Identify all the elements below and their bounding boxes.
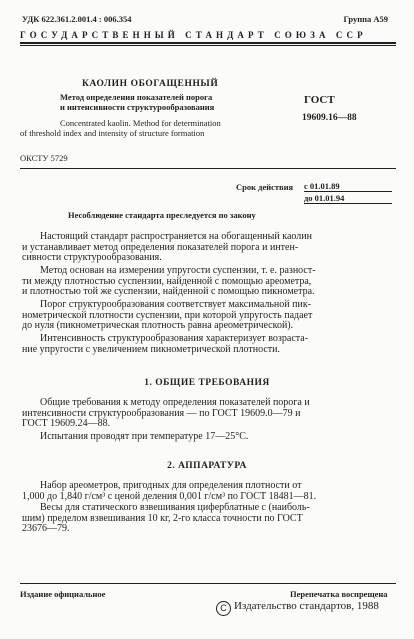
- validity-to-underline: [304, 203, 392, 204]
- reprint-prohibited-label: Перепечатка воспрещена: [290, 589, 388, 599]
- header-rule-thin: [20, 45, 396, 46]
- text-line: ние упругости с увеличением пикнометрической плотности.: [22, 343, 280, 355]
- state-standard-header: ГОСУДАРСТВЕННЫЙ СТАНДАРТ СОЮЗА ССР: [20, 30, 367, 40]
- text-line: Настоящий стандарт распространяется на обогащенный каолин: [40, 231, 312, 242]
- text-line: Набор ареометров, пригодных для определения плотности от: [40, 480, 302, 491]
- okstu-code: ОКСТУ 5729: [20, 153, 68, 163]
- text-line: Порог структурообразования соответствует максимальной пик-: [40, 299, 312, 310]
- document-title: КАОЛИН ОБОГАЩЕННЫЙ: [82, 79, 219, 89]
- intro-paragraph-1: [22, 232, 394, 264]
- text-line: шим) пределом взвешивания 10 кг, 2-го класса точности по ГОСТ: [22, 512, 303, 524]
- validity-from: с 01.01.89: [304, 181, 340, 191]
- text-line: интенсивности структурообразования — по ГОСТ 19609.0—79 и: [22, 407, 301, 419]
- text-line: 1,000 до 1,840 г/см³ с ценой деления 0,001 г/см³ по ГОСТ 18481—81.: [22, 490, 317, 502]
- group-code: Группа А59: [343, 14, 388, 24]
- text-line: Метод основан на измерении упругости суспензии, т. е. разност-: [40, 265, 316, 276]
- okstu-rule: [20, 168, 396, 169]
- section-1-heading: 1. ОБЩИЕ ТРЕБОВАНИЯ: [144, 378, 270, 388]
- text-line: ГОСТ 19609.24—88.: [22, 418, 111, 429]
- text-line: ти между плотностью суспензии, найденной с помощью ареометра,: [22, 275, 312, 287]
- text-line: нометрической плотности суспензии, при которой упругость падает: [22, 309, 313, 321]
- text-line: и плотностью той же суспензии, найденной с помощью пикнометра.: [22, 286, 315, 297]
- gost-number: 19609.16—88: [302, 113, 357, 123]
- udk-code: УДК 622.361.2.001.4 : 006.354: [22, 14, 132, 24]
- copyright-text: Издательство стандартов, 1988: [234, 600, 379, 612]
- section-2-paragraph-1: [22, 481, 394, 502]
- validity-label: Срок действия: [236, 182, 294, 192]
- section-1-paragraph-2: [22, 432, 394, 443]
- section-2-paragraph-2: [22, 503, 394, 535]
- section-2-heading: 2. АППАРАТУРА: [167, 461, 247, 471]
- english-title-line-2: of threshold index and intensity of structure formation: [20, 128, 205, 138]
- legal-warning: Несоблюдение стандарта преследуется по закону: [68, 210, 256, 220]
- copyright-icon: C: [216, 601, 231, 616]
- validity-from-underline: [304, 191, 392, 192]
- text-line: до нуля (пикнометрическая плотность равна ареометрической).: [22, 320, 294, 331]
- method-title-line-2: и интенсивности структурообразования: [60, 102, 215, 112]
- validity-to: до 01.01.94: [304, 193, 345, 203]
- text-line: и устанавливает метод определения показателей порога и интен-: [22, 241, 299, 253]
- official-edition-label: Издание официальное: [20, 589, 106, 599]
- text-line: Интенсивность структурообразования характеризует возраста-: [40, 333, 309, 344]
- intro-paragraph-2: [22, 266, 394, 298]
- english-title-line-1: Concentrated kaolin. Method for determination: [60, 118, 221, 128]
- header-rule: [20, 42, 396, 44]
- text-line: Испытания проводят при температуре 17—25°С.: [40, 431, 249, 442]
- footer-rule: [20, 583, 396, 584]
- section-1-paragraph-1: [22, 398, 394, 430]
- copyright-notice: [216, 600, 379, 616]
- text-line: Общие требования к методу определения показателей порога и: [40, 397, 310, 408]
- intro-paragraph-4: [22, 334, 394, 355]
- gost-label: ГОСТ: [304, 94, 335, 106]
- text-line: 23676—79.: [22, 523, 70, 534]
- method-title-line-1: Метод определения показателей порога: [60, 92, 213, 102]
- intro-paragraph-3: [22, 300, 394, 332]
- text-line: Весы для статического взвешивания циферблатные с (наиболь-: [40, 502, 310, 513]
- text-line: сивности структурообразования.: [22, 252, 162, 263]
